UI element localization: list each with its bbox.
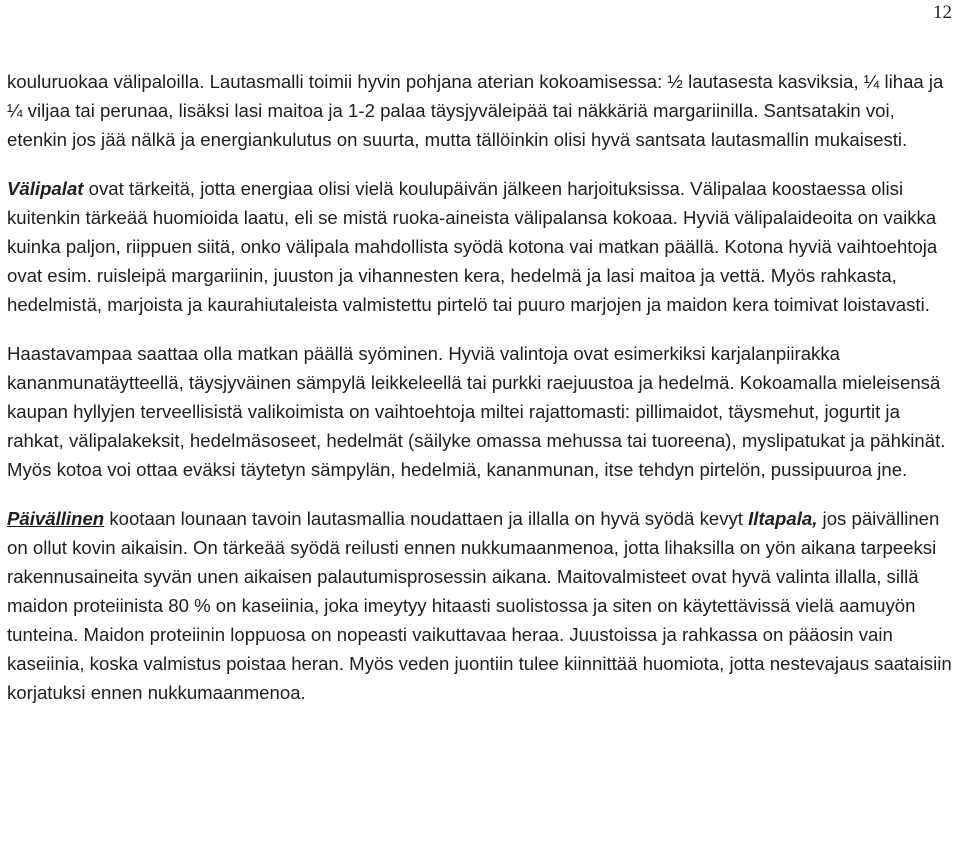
paragraph-snacks	[7, 174, 952, 319]
paragraph-text: jos päivällinen on ollut kovin aikaisin. On tärkeää syödä reilusti ennen nukkumaanmenoa, jotta lihaksilla on yön aikana tarpeeksi rakennusaineita syvän unen aikaisen palautumisprosessin aikana. Maitovalmisteet ovat hyvä valinta illalla, sillä maidon proteiinista 80 % on kaseiinia, joka imeytyy hitaasti suolistossa ja siten on käytettävissä vielä aamuyön tunteina. Maidon proteiinin loppuosa on nopeasti vaikuttavaa heraa. Juustoissa ja rahkassa on pääosin vain kaseiinia, koska valmistus poistaa heran. Myös veden juontiin tulee kiinnittää huomiota, jotta nestevajaus saataisiin korjatuksi ennen nukkumaanmenoa.	[7, 508, 952, 703]
paragraph-text: kootaan lounaan tavoin lautasmallia noudattaen ja illalla on hyvä syödä kevyt	[104, 508, 749, 529]
paragraph-eating-on-the-go	[7, 339, 952, 484]
paragraph-text: ovat tärkeitä, jotta energiaa olisi vielä koulupäivän jälkeen harjoituksissa. Välipalaa koostaessa olisi kuitenkin tärkeää huomioida laatu, eli se mistä ruoka-aineista välipalansa kokoaa. Hyviä välipalaideoita on vaikka kuinka paljon, riippuen siitä, onko välipala mahdollista syödä kotona vai matkan päällä. Kotona hyviä vaihtoehtoja ovat esim. ruisleipä margariinin, juuston ja vihannesten kera, hedelmä ja lasi maitoa ja vettä. Myös rahkasta, hedelmistä, marjoista ja kaurahiutaleista valmistettu pirtelö tai puuro marjojen ja maidon kera toimivat loistavasti.	[7, 178, 938, 315]
term-paivallinen: Päivällinen	[7, 508, 105, 529]
paragraph-text: Haastavampaa saattaa olla matkan päällä syöminen. Hyviä valintoja ovat esimerkiksi karjalanpiirakka kananmunatäytteellä, täysjyväinen sämpylä leikkeleellä tai purkki raejuustoa ja hedelmä. Kokoamalla mieleisensä kaupan hyllyjen terveellisistä valikoimista on vaihtoehtoja miltei rajattomasti: pillimaidot, täysmehut, jogurtit ja rahkat, välipalakeksit, hedelmäsoseet, hedelmät (säilyke omassa mehussa tai tuoreena), myslipatukat ja pähkinät. Myös kotoa voi ottaa eväksi täytetyn sämpylän, hedelmiä, kananmunan, itse tehdyn pirtelön, pussipuuroa jne.	[7, 343, 946, 480]
paragraph-lunch-plate-model	[7, 67, 952, 154]
document-body	[7, 67, 952, 707]
paragraph-text: kouluruokaa välipaloilla. Lautasmalli toimii hyvin pohjana aterian kokoamisessa: ½ lautasesta kasviksia, ¼ lihaa ja ¼ viljaa tai perunaa, lisäksi lasi maitoa ja 1-2 palaa täysjyväleipää tai näkkäriä margariinilla. Santsatakin voi, etenkin jos jää nälkä ja energiankulutus on suurta, mutta tällöinkin olisi hyvä santsata lautasmallin mukaisesti.	[7, 71, 944, 150]
paragraph-dinner-evening-snack	[7, 504, 952, 707]
term-iltapala: Iltapala,	[748, 508, 818, 529]
term-valipalat: Välipalat	[7, 178, 84, 199]
page-number: 12	[933, 2, 952, 23]
